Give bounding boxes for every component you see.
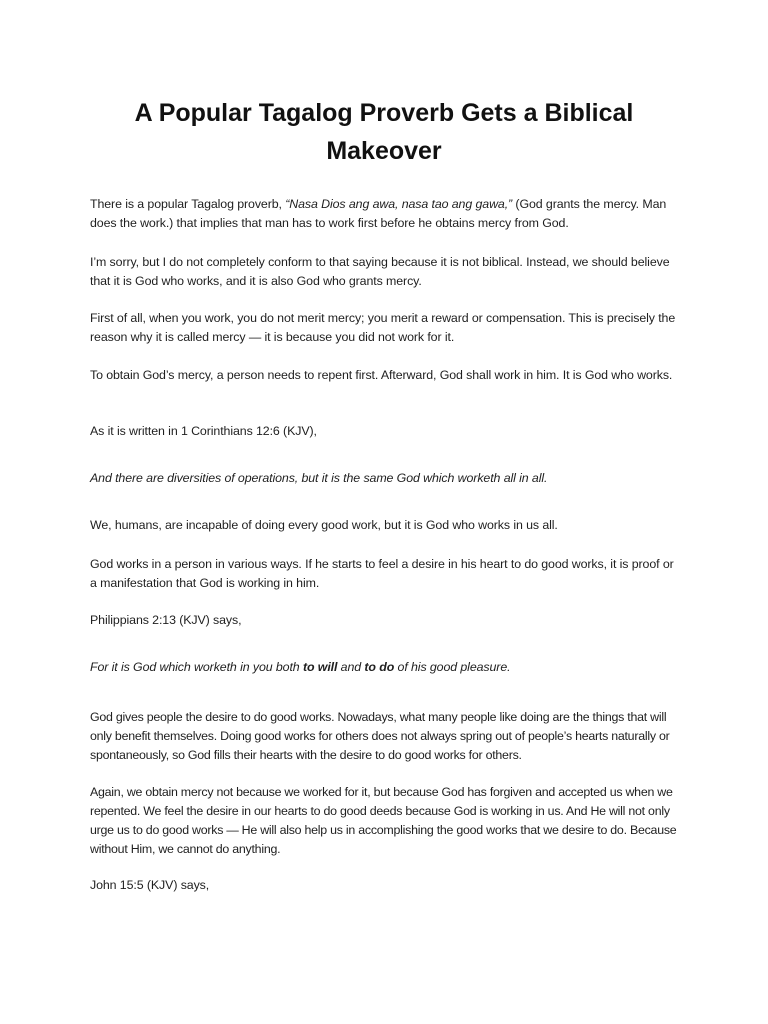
paragraph-philippians-intro: Philippians 2:13 (KJV) says, <box>90 613 242 627</box>
paragraph-god-works: God works in a person in various ways. If he starts to feel a desire in his heart to do good works, it is proof or a manifestation that God is working in him. <box>90 557 674 590</box>
verse-corinthians: And there are diversities of operations, but it is the same God which worketh all in all. <box>90 471 548 485</box>
paragraph-not-biblical: I’m sorry, but I do not completely conform to that saying because it is not biblical. Instead, we should believe that it is God who works, and it is also God who grants mercy. <box>90 255 670 288</box>
paragraph-desire: God gives people the desire to do good works. Nowadays, what many people like doing are the things that will only benefit themselves. Doing good works for others does not always spring out of people’s hearts naturally or spontaneously, so God fills their hearts with the desire to do good works for others. <box>90 710 670 762</box>
paragraph-intro <box>90 195 682 233</box>
verse-emphasis-to-do: to do <box>364 660 395 674</box>
paragraph-repent: To obtain God’s mercy, a person needs to repent first. Afterward, God shall work in him. It is God who works. <box>90 368 673 382</box>
verse-emphasis-to-will: to will <box>302 660 338 674</box>
paragraph-corinthians-intro: As it is written in 1 Corinthians 12:6 (KJV), <box>90 424 317 438</box>
verse-philippians-text-2: and <box>337 660 365 674</box>
paragraph-incapable: We, humans, are incapable of doing every good work, but it is God who works in us all. <box>90 518 558 532</box>
paragraph-merit: First of all, when you work, you do not merit mercy; you merit a reward or compensation. This is precisely the reason why it is called mercy — it is because you did not work for it. <box>90 311 676 344</box>
proverb-quote: “Nasa Dios ang awa, nasa tao ang gawa,” <box>285 197 513 211</box>
paragraph-intro-text-2: (God grants the mercy. Man does the work.) that implies that man has to work first before he obtains mercy from God. <box>90 197 667 230</box>
verse-philippians <box>90 658 682 677</box>
verse-philippians-text-3: of his good pleasure. <box>394 660 511 674</box>
verse-philippians-text-1: For it is God which worketh in you both <box>90 660 303 674</box>
paragraph-john-intro: John 15:5 (KJV) says, <box>90 878 210 892</box>
document-title: A Popular Tagalog Proverb Gets a Biblical Makeover <box>134 99 634 165</box>
paragraph-obtain-mercy: Again, we obtain mercy not because we worked for it, but because God has forgiven and accepted us when we repented. We feel the desire in our hearts to do good deeds because God is working in us. And He will not only urge us to do good works — He will also help us in accomplishing the good works that we desire to do. Because without Him, we cannot do anything. <box>90 785 677 856</box>
paragraph-intro-text-1: There is a popular Tagalog proverb, <box>90 197 286 211</box>
